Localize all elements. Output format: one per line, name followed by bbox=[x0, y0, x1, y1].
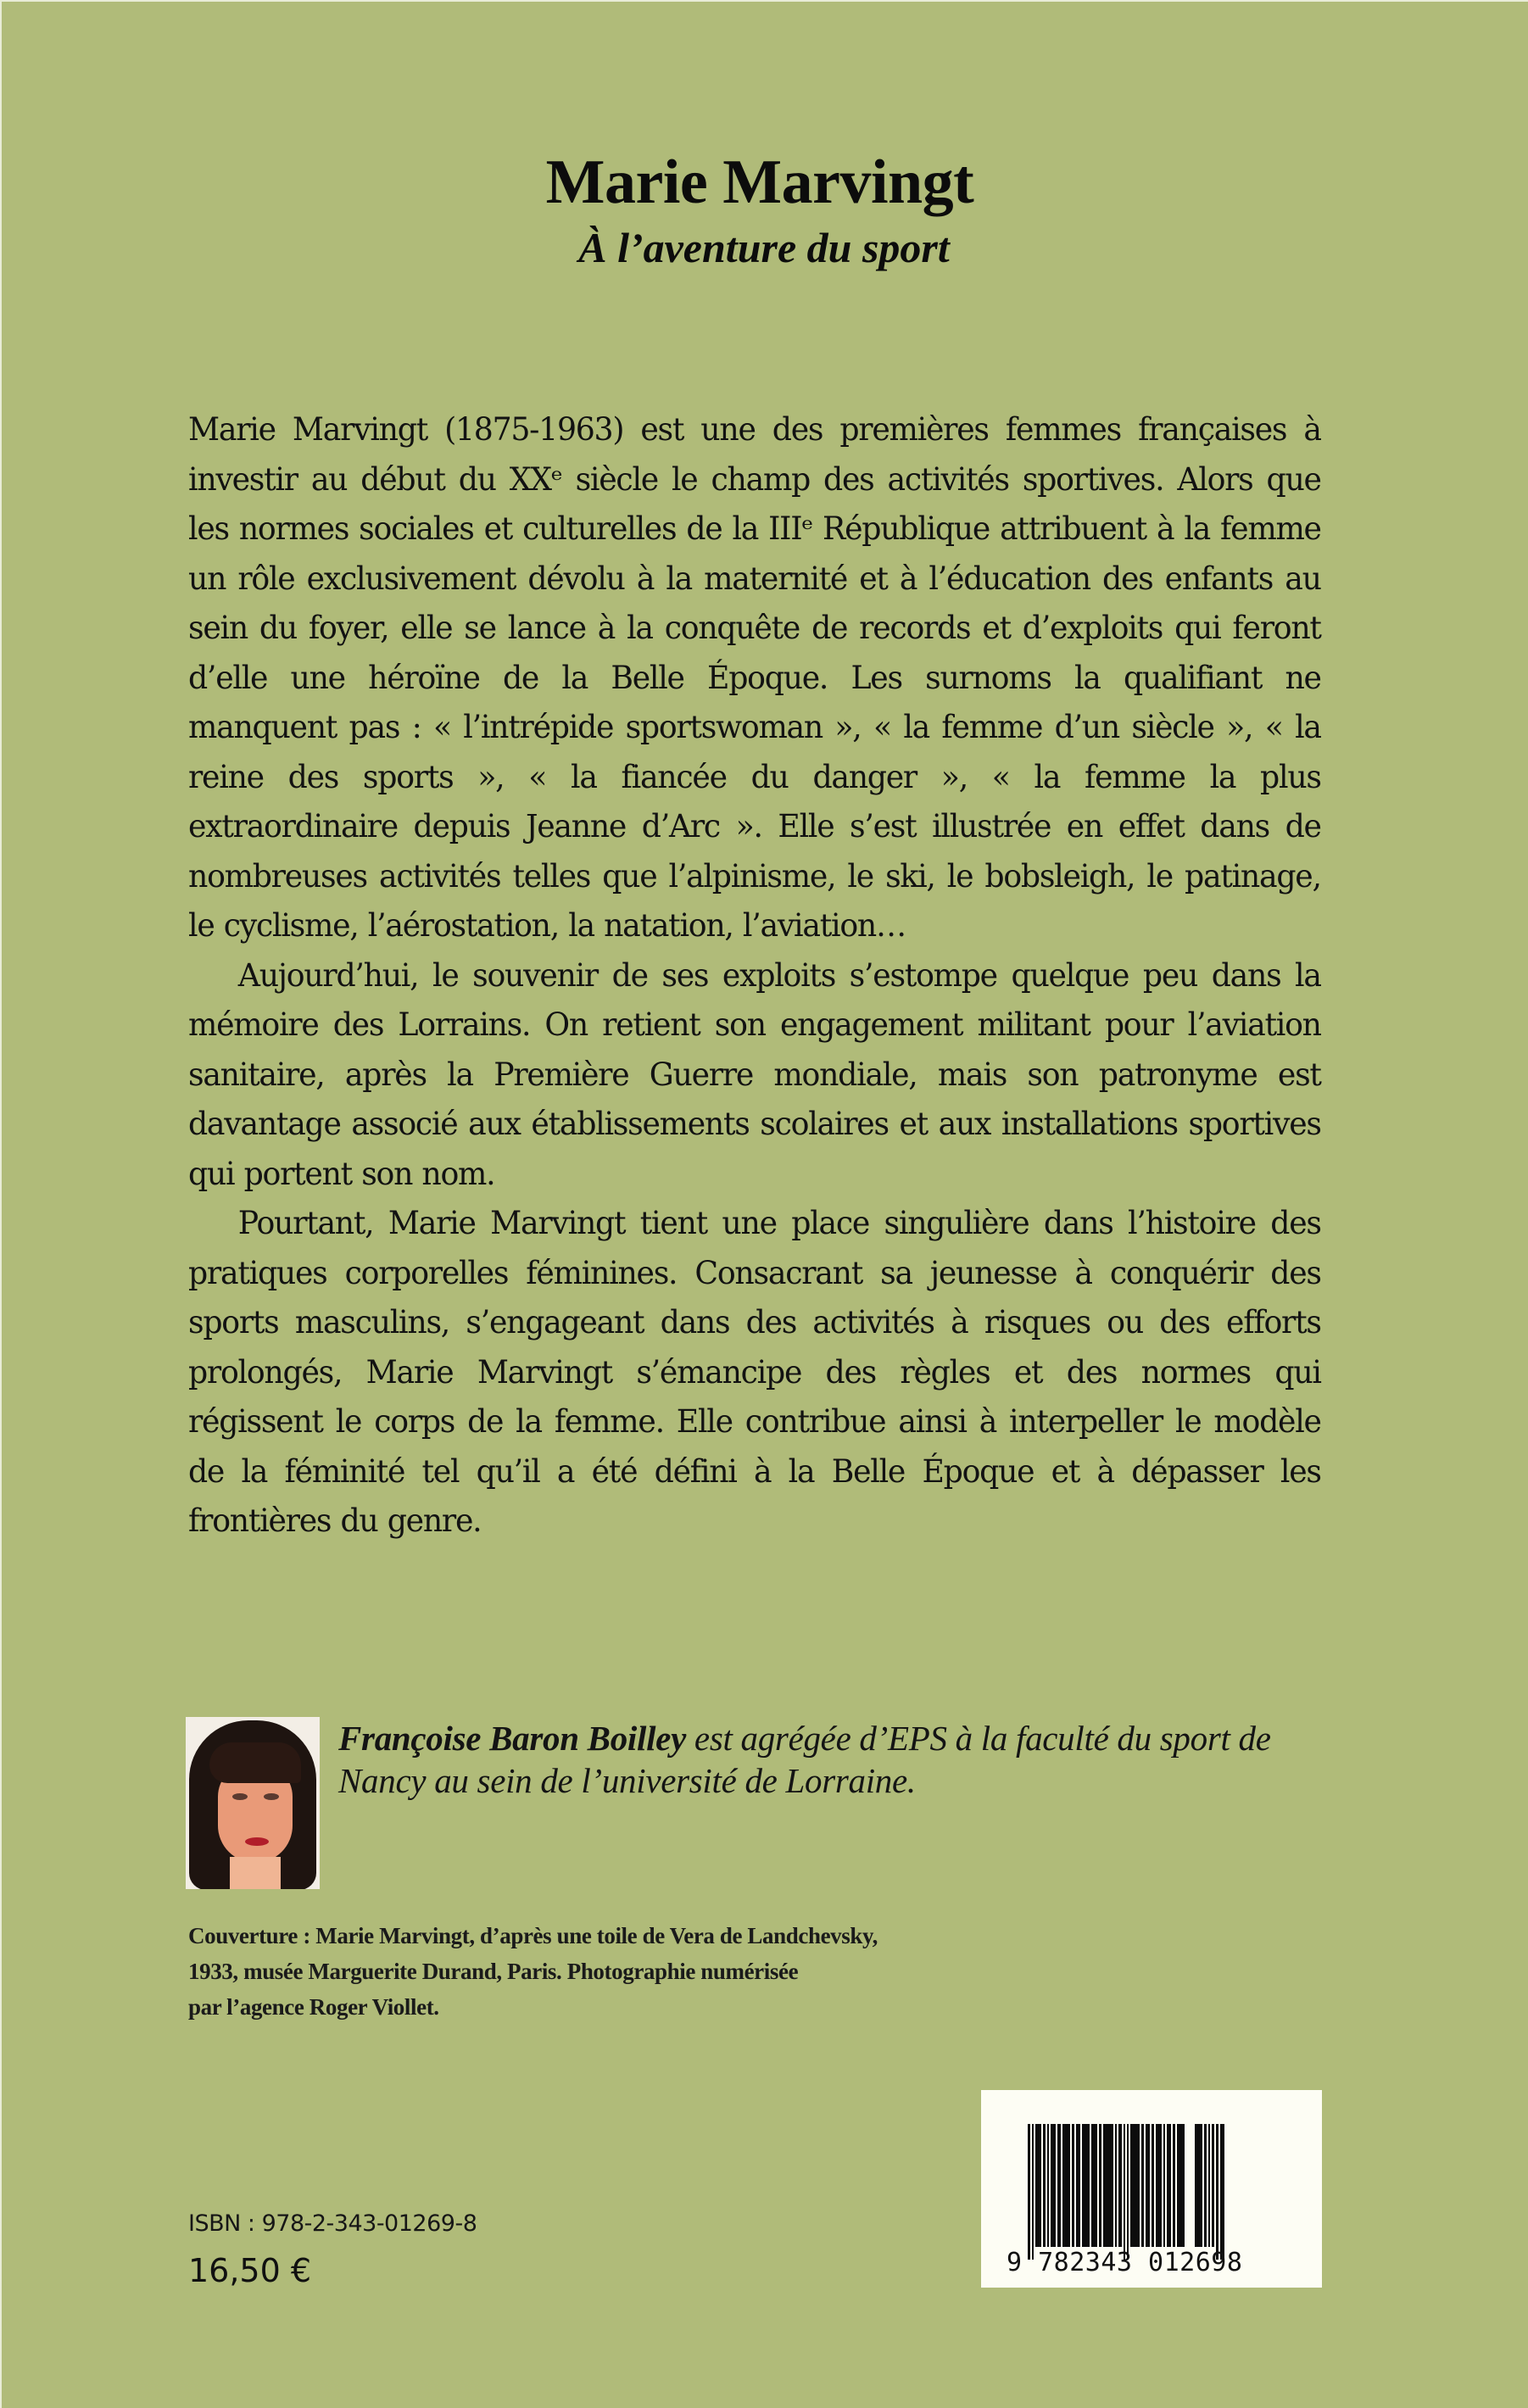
book-title: Marie Marvingt bbox=[545, 148, 974, 217]
barcode-icon bbox=[1028, 2124, 1293, 2260]
author-portrait-icon bbox=[186, 1717, 320, 1889]
barcode bbox=[981, 2090, 1322, 2288]
cover-credit-line: par l’agence Roger Viollet. bbox=[188, 1994, 439, 2020]
blurb-paragraph-3: Pourtant, Marie Marvingt tient une place singulière dans l’histoire des pratiques corporelles féminines. Consacrant sa jeunesse à conquérir des sports masculins, s’engageant dans des activités à risques ou des efforts prolongés, Marie Marvingt s’émancipe des règles et des normes qui régissent le corps de la femme. Elle contribue ainsi à interpeller le modèle de la féminité tel qu’il a été défini à la Belle Époque et à dépasser les frontières du genre. bbox=[188, 1205, 1321, 1539]
title-block bbox=[0, 144, 1528, 275]
author-block bbox=[186, 1717, 1322, 1891]
cover-credit-line: 1933, musée Marguerite Durand, Paris. Photographie numérisée bbox=[188, 1959, 799, 1984]
blurb-paragraph-2: Aujourd’hui, le souvenir de ses exploits s’estompe quelque peu dans la mémoire des Lorrains. On retient son engagement militant pour l’aviation sanitaire, après la Première Guerre mondiale, mais son patronyme est davantage associé aux établissements scolaires et aux installations sportives qui portent son nom. bbox=[188, 956, 1321, 1192]
isbn-label: ISBN : 978-2-343-01269-8 bbox=[188, 2210, 477, 2237]
back-cover-blurb bbox=[188, 405, 1321, 1547]
cover-credit bbox=[188, 1918, 1121, 2025]
author-bio bbox=[338, 1717, 1326, 1802]
author-name: Françoise Baron Boilley bbox=[338, 1719, 686, 1758]
cover-credit-line: Couverture : Marie Marvingt, d’après une toile de Vera de Landchevsky, bbox=[188, 1923, 878, 1948]
blurb-paragraph-1: Marie Marvingt (1875-1963) est une des premières femmes françaises à investir au début du XXᵉ siècle le champ des activités sportives. Alors que les normes sociales et culturelles de la IIIᵉ République attribuent à la femme un rôle exclusivement dévolu à la maternité et à l’éducation des enfants au sein du foyer, elle se lance à la conquête de records et d’exploits qui feront d’elle une héroïne de la Belle Époque. Les surnoms la qualifiant ne manquent pas : « l’intrépide sportswoman », « la femme d’un siècle », « la reine des sports », « la fiancée du danger », « la femme la plus extraordinaire depuis Jeanne d’Arc ». Elle s’est illustrée en effet dans de nombreuses activités telles que l’alpinisme, le ski, le bobsleigh, le patinage, le cyclisme, l’aérostation, la natation, l’aviation… bbox=[188, 411, 1321, 944]
barcode-digits: 9 782343 012698 bbox=[1007, 2248, 1243, 2277]
book-subtitle: À l’aventure du sport bbox=[578, 224, 950, 271]
price-label: 16,50 € bbox=[188, 2252, 312, 2289]
author-bio-text: est agrégée d’EPS à la faculté du sport de Nancy au sein de l’université de Lorraine. bbox=[338, 1719, 1271, 1800]
